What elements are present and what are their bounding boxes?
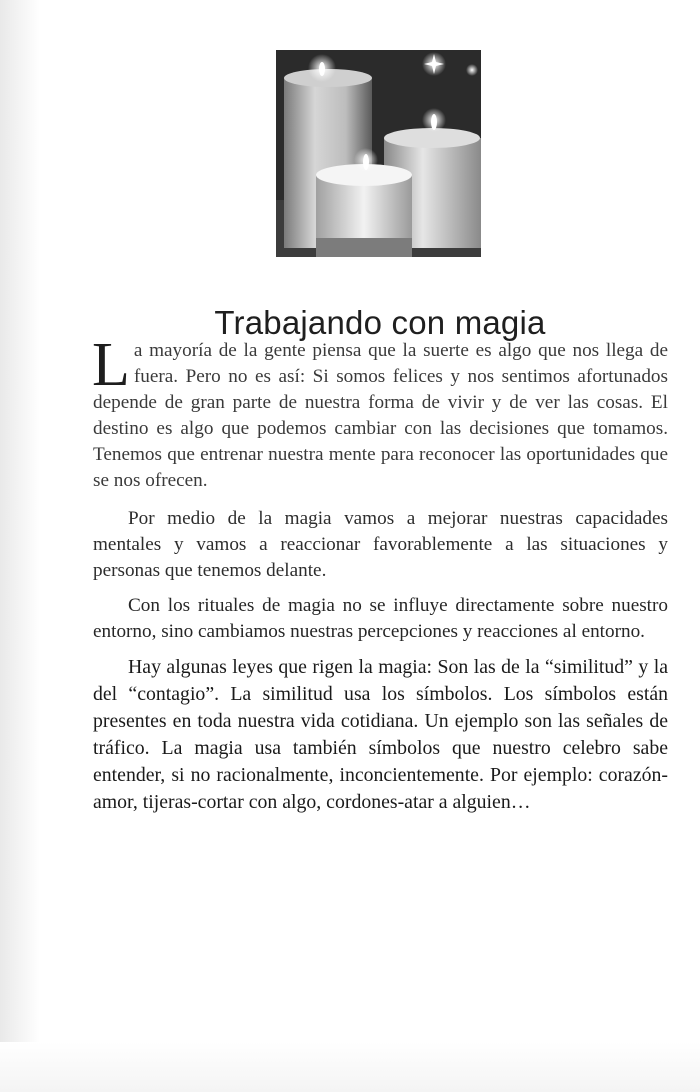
page-bottom-shade <box>0 1042 700 1092</box>
body-text <box>92 331 668 816</box>
paragraph-1-text: a mayoría de la gente piensa que la suerte es algo que nos llega de fuera. Pero no es así: Si somos felices y nos sentimos afortunados depende de gran parte de nuestra forma de vivir y de ver las cosas. El destino es algo que podemos cambiar con las decisiones que tomamos. Tenemos que entrenar nuestra mente para reconocer las oportunidades que se nos ofrecen. <box>93 340 668 492</box>
paragraph-1 <box>92 331 668 495</box>
paragraph-3: Con los rituales de magia no se influye directamente sobre nuestro entorno, sino cambiamos nuestras percepciones y reacciones al entorno. <box>93 594 668 642</box>
candles-photo <box>276 50 481 257</box>
paragraph-4: Hay algunas leyes que rigen la magia: Son las de la “similitud” y la del “contagio”. La similitud usa los símbolos. Los símbolos están presentes en toda nuestra vida cotidiana. Un ejemplo son las señales de tráfico. La magia usa también símbolos que nuestro celebro sabe entender, si no racionalmente, inconcientemente. Por ejemplo: corazón-amor, tijeras-cortar con algo, cordones-atar a alguien… <box>93 656 668 814</box>
paragraph-2: Por medio de la magia vamos a mejorar nuestras capacidades mentales y vamos a reaccionar favorablemente a las situaciones y personas que tenemos delante. <box>93 507 668 581</box>
drop-cap: L <box>92 331 130 399</box>
page-edge-shadow <box>0 0 40 1092</box>
chapter-title: Trabajando con magia <box>214 304 546 342</box>
